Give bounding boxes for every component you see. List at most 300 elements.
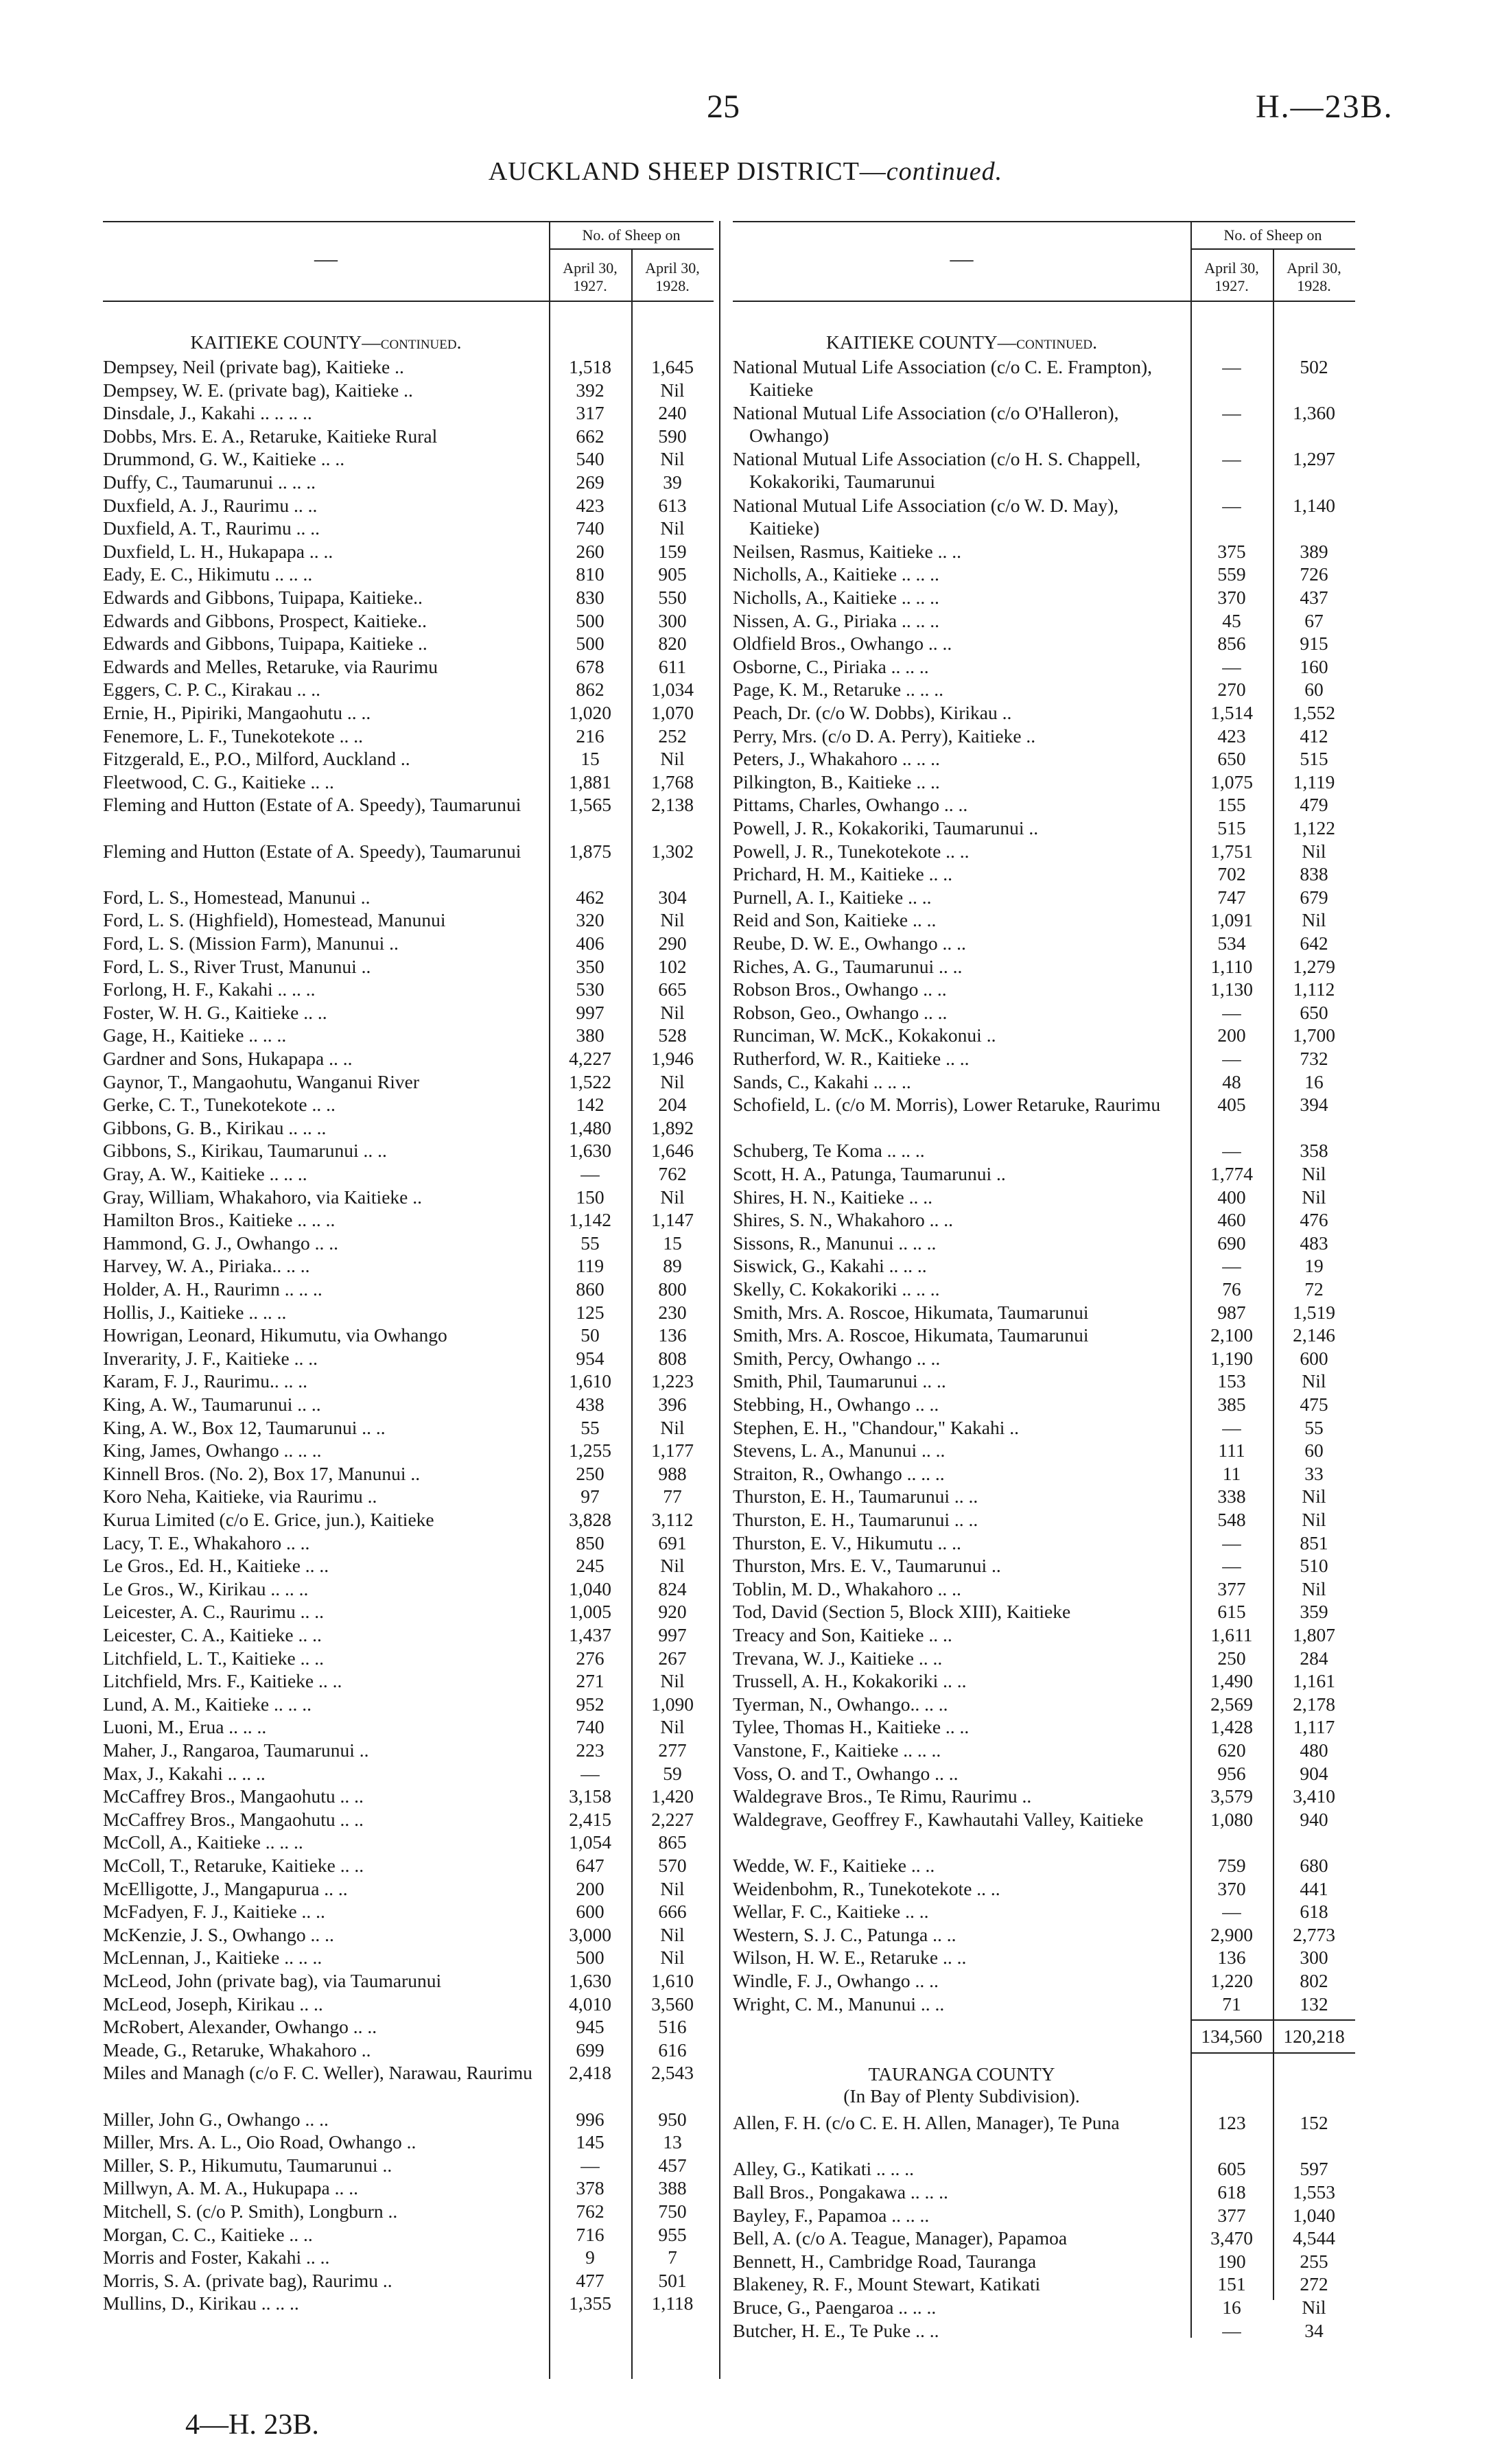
right-row xyxy=(733,1416,1186,1439)
tauranga-row-1928: 34 xyxy=(1304,2319,1324,2341)
right-row-1927: 1,220 xyxy=(1210,1970,1253,1991)
left-row xyxy=(103,2292,542,2314)
document-reference: H.—23B. xyxy=(1256,89,1394,125)
left-row-name: Miller, John G., Owhango .. .. xyxy=(103,2108,329,2130)
tauranga-row-1927: — xyxy=(1222,2319,1241,2341)
right-row-name: Waldegrave Bros., Te Rimu, Raurimu .. xyxy=(733,1785,1032,1807)
left-row xyxy=(103,747,542,770)
left-row-1927: 145 xyxy=(576,2131,604,2153)
left-row-1927: 1,255 xyxy=(569,1440,611,1462)
right-row-name: National Mutual Life Association (c/o H. S. Chappell, Kokakoriki, Taumarunui xyxy=(733,448,1141,493)
right-row-1928: 1,552 xyxy=(1293,702,1335,723)
left-row-name: McFadyen, F. J., Kaitieke .. .. xyxy=(103,1901,325,1923)
left-row xyxy=(103,517,542,539)
left-row-1928: 920 xyxy=(658,1601,687,1623)
right-row-name: Weidenbohm, R., Tunekotekote .. .. xyxy=(733,1877,1000,1899)
right-row-1928: 132 xyxy=(1300,1993,1328,2015)
left-row xyxy=(103,379,542,401)
left-row xyxy=(103,586,542,609)
tauranga-row xyxy=(733,2250,1186,2273)
right-row-1928: 3,410 xyxy=(1293,1785,1335,1807)
right-row-1928: 904 xyxy=(1300,1762,1328,1784)
left-row-name: Eady, E. C., Hikimutu .. .. .. xyxy=(103,563,313,585)
right-row-1928: 650 xyxy=(1300,1001,1328,1023)
right-row-1928: 67 xyxy=(1304,609,1324,631)
tauranga-row-1927: 190 xyxy=(1217,2250,1246,2272)
left-row-1927: — xyxy=(580,2154,600,2176)
left-row xyxy=(103,793,542,816)
right-row-1927: 370 xyxy=(1217,587,1246,608)
right-row-name: Riches, A. G., Taumarunui .. .. xyxy=(733,955,963,977)
right-row-1928: 16 xyxy=(1304,1070,1324,1092)
left-row-1927: 500 xyxy=(576,1947,604,1969)
right-row-name: Pittams, Charles, Owhango .. .. xyxy=(733,794,968,816)
left-row-name: Fleetwood, C. G., Kaitieke .. .. xyxy=(103,771,334,793)
left-row-1927: 15 xyxy=(580,748,600,770)
left-row-name: Ford, L. S., Homestead, Manunui .. xyxy=(103,886,371,908)
left-row-name: Dempsey, Neil (private bag), Kaitieke .. xyxy=(103,356,404,377)
left-row-name: Edwards and Gibbons, Tuipapa, Kaitieke.. xyxy=(103,587,423,608)
left-row-1928: 230 xyxy=(658,1301,687,1323)
right-row-1928: 300 xyxy=(1300,1947,1328,1969)
left-row-1927: 1,020 xyxy=(569,702,611,723)
right-row-1927: 111 xyxy=(1218,1440,1245,1462)
right-row xyxy=(733,1623,1186,1646)
right-row xyxy=(733,1647,1186,1669)
right-row xyxy=(733,1508,1186,1531)
page-title xyxy=(0,156,1491,187)
right-row xyxy=(733,678,1186,701)
left-row-1927: 1,518 xyxy=(569,356,611,377)
left-row-name: Lund, A. M., Kaitieke .. .. .. xyxy=(103,1693,312,1715)
right-row-1927: 615 xyxy=(1217,1601,1246,1623)
left-row-1927: 423 xyxy=(576,494,604,516)
left-row-name: Gray, A. W., Kaitieke .. .. .. xyxy=(103,1163,307,1184)
left-row-1928: Nil xyxy=(660,909,685,931)
left-row-1927: 699 xyxy=(576,2039,604,2061)
right-row-name: Runciman, W. McK., Kokakonui .. xyxy=(733,1024,996,1046)
left-row xyxy=(103,1762,542,1785)
left-row xyxy=(103,840,542,863)
right-row xyxy=(733,886,1186,908)
right-row-name: Neilsen, Rasmus, Kaitieke .. .. xyxy=(733,540,961,562)
right-row-1927: 11 xyxy=(1222,1462,1241,1484)
left-row-1927: 500 xyxy=(576,633,604,655)
right-row xyxy=(733,747,1186,770)
right-row-1928: 732 xyxy=(1300,1048,1328,1069)
right-row xyxy=(733,817,1186,839)
right-row xyxy=(733,1162,1186,1185)
right-row-1928: 642 xyxy=(1300,932,1328,954)
left-row-1928: 570 xyxy=(658,1855,687,1876)
left-row-1927: 1,142 xyxy=(569,1209,611,1231)
right-row-name: Stebbing, H., Owhango .. .. xyxy=(733,1394,939,1415)
left-row-1928: 501 xyxy=(658,2269,687,2291)
right-header-top-rule xyxy=(733,221,1355,222)
right-row xyxy=(733,609,1186,632)
right-row-name: Western, S. J. C., Patunga .. .. xyxy=(733,1923,956,1945)
left-header-1928: April 30, 1928. xyxy=(645,259,700,294)
left-header-dash: — xyxy=(314,246,338,272)
tauranga-row-1928: 1,553 xyxy=(1293,2181,1335,2203)
left-row xyxy=(103,401,542,424)
left-row xyxy=(103,1439,542,1462)
left-row-1927: 2,418 xyxy=(569,2062,611,2084)
total-1928: 120,218 xyxy=(1283,2026,1345,2048)
right-row xyxy=(733,1715,1186,1738)
tauranga-row-name: Ball Bros., Pongakawa .. .. .. xyxy=(733,2181,948,2203)
left-row xyxy=(103,725,542,747)
right-row-name: Straiton, R., Owhango .. .. .. xyxy=(733,1462,945,1484)
right-row-1927: 2,100 xyxy=(1210,1324,1253,1346)
totals-bottom-rule xyxy=(1190,2052,1355,2054)
right-row xyxy=(733,1854,1186,1877)
left-row xyxy=(103,1946,542,1969)
right-row xyxy=(733,1993,1186,2015)
left-row xyxy=(103,1923,542,1946)
right-row xyxy=(733,1278,1186,1300)
right-row-1928: 60 xyxy=(1304,1440,1324,1462)
right-row-1928: 838 xyxy=(1300,863,1328,885)
right-row-name: Windle, F. J., Owhango .. .. xyxy=(733,1970,939,1991)
left-row xyxy=(103,2269,542,2292)
right-row-1927: 2,900 xyxy=(1210,1923,1253,1945)
right-row xyxy=(733,1208,1186,1231)
right-row-name: Toblin, M. D., Whakahoro .. .. xyxy=(733,1577,961,1599)
right-row xyxy=(733,1232,1186,1254)
left-row-1928: 1,118 xyxy=(651,2292,694,2314)
left-row-1928: Nil xyxy=(660,1001,685,1023)
left-row-1927: 945 xyxy=(576,2016,604,2038)
right-row-1928: 915 xyxy=(1300,633,1328,655)
left-row-1928: Nil xyxy=(660,379,685,401)
left-row-1927: 125 xyxy=(576,1301,604,1323)
left-row-1927: 1,881 xyxy=(569,771,611,793)
left-row-name: Drummond, G. W., Kaitieke .. .. xyxy=(103,448,345,470)
left-row xyxy=(103,1831,542,1853)
tauranga-row-name: Bruce, G., Paengaroa .. .. .. xyxy=(733,2297,937,2318)
right-row xyxy=(733,655,1186,678)
right-row-name: Pilkington, B., Kaitieke .. .. xyxy=(733,771,940,793)
left-row-1928: 136 xyxy=(658,1324,687,1346)
right-row-1927: 423 xyxy=(1217,725,1246,747)
right-row-1927: — xyxy=(1222,1555,1241,1577)
left-row-1927: 600 xyxy=(576,1901,604,1923)
right-row-name: Stephen, E. H., "Chandour," Kakahi .. xyxy=(733,1416,1019,1438)
left-row xyxy=(103,2131,542,2153)
tauranga-row-name: Blakeney, R. F., Mount Stewart, Katikati xyxy=(733,2273,1041,2295)
right-row-1927: 747 xyxy=(1217,886,1246,908)
tauranga-row xyxy=(733,2204,1186,2227)
left-row-1927: 216 xyxy=(576,725,604,747)
right-row xyxy=(733,1186,1186,1208)
left-row-1927: 320 xyxy=(576,909,604,931)
left-row xyxy=(103,540,542,563)
left-row-name: Morris, S. A. (private bag), Raurimu .. xyxy=(103,2269,392,2291)
left-row xyxy=(103,908,542,931)
tauranga-row-1927: 3,470 xyxy=(1210,2227,1253,2249)
left-row-name: Litchfield, Mrs. F., Kaitieke .. .. xyxy=(103,1670,342,1692)
left-row xyxy=(103,1139,542,1162)
right-row-1928: 679 xyxy=(1300,886,1328,908)
left-row-name: Gibbons, S., Kirikau, Taumarunui .. .. xyxy=(103,1140,387,1162)
left-row-1927: 954 xyxy=(576,1347,604,1369)
tauranga-row xyxy=(733,2296,1186,2319)
right-row xyxy=(733,1785,1186,1807)
left-row-1927: 55 xyxy=(580,1416,600,1438)
left-row xyxy=(103,1808,542,1831)
right-row-1928: 1,279 xyxy=(1293,955,1335,977)
right-row-1927: 548 xyxy=(1217,1509,1246,1530)
left-row-name: McColl, A., Kaitieke .. .. .. xyxy=(103,1831,303,1853)
right-row-1927: 1,774 xyxy=(1210,1163,1253,1184)
left-row-1927: 716 xyxy=(576,2223,604,2245)
right-header-1927: April 30, 1927. xyxy=(1204,259,1259,294)
left-row-1928: 1,946 xyxy=(651,1048,694,1069)
left-row-1928: 39 xyxy=(663,471,682,493)
left-row xyxy=(103,1462,542,1485)
left-row-1927: 380 xyxy=(576,1024,604,1046)
left-row-1928: Nil xyxy=(660,1670,685,1692)
right-row xyxy=(733,1301,1186,1324)
right-row-name: Robson, Geo., Owhango .. .. xyxy=(733,1001,948,1023)
left-row-name: Le Gros., Ed. H., Kaitieke .. .. xyxy=(103,1555,329,1577)
tauranga-row-1927: 16 xyxy=(1222,2297,1241,2318)
right-row xyxy=(733,1001,1186,1024)
left-row-name: Duxfield, A. T., Raurimu .. .. xyxy=(103,517,320,539)
left-row-1928: Nil xyxy=(660,748,685,770)
right-row xyxy=(733,863,1186,885)
left-row xyxy=(103,1669,542,1692)
left-row-1928: 550 xyxy=(658,587,687,608)
left-row xyxy=(103,1554,542,1577)
right-row-name: Robson Bros., Owhango .. .. xyxy=(733,978,947,1000)
left-row-1927: 317 xyxy=(576,402,604,424)
left-row-1928: 1,610 xyxy=(651,1970,694,1991)
left-row xyxy=(103,1647,542,1669)
right-row-1927: — xyxy=(1222,1255,1241,1277)
left-row-name: Kurua Limited (c/o E. Grice, jun.), Kaitieke xyxy=(103,1509,434,1530)
left-row-1928: 7 xyxy=(668,2246,677,2268)
page-number: 25 xyxy=(707,89,740,125)
left-row-1928: 750 xyxy=(658,2201,687,2222)
left-row-1927: 200 xyxy=(576,1877,604,1899)
left-row xyxy=(103,1301,542,1324)
left-row-name: Hamilton Bros., Kaitieke .. .. .. xyxy=(103,1209,336,1231)
right-row-name: Tylee, Thomas H., Kaitieke .. .. xyxy=(733,1716,970,1738)
right-row xyxy=(733,1532,1186,1554)
left-row xyxy=(103,886,542,908)
left-row-1928: 1,892 xyxy=(651,1116,694,1138)
left-row-1927: 1,005 xyxy=(569,1601,611,1623)
left-row-1927: 678 xyxy=(576,655,604,677)
left-row-name: Forlong, H. F., Kakahi .. .. .. xyxy=(103,978,316,1000)
left-row-name: Gibbons, G. B., Kirikau .. .. .. xyxy=(103,1116,327,1138)
left-row xyxy=(103,1600,542,1623)
left-row-name: Koro Neha, Kaitieke, via Raurimu .. xyxy=(103,1486,377,1507)
left-row-name: Gerke, C. T., Tunekotekote .. .. xyxy=(103,1094,336,1116)
right-row-1927: 1,514 xyxy=(1210,702,1253,723)
right-row-1927: 377 xyxy=(1217,1577,1246,1599)
left-row-1928: 290 xyxy=(658,932,687,954)
right-row-1928: 33 xyxy=(1304,1462,1324,1484)
left-row-1927: 438 xyxy=(576,1394,604,1415)
left-row-1927: 150 xyxy=(576,1186,604,1208)
left-row-name: Holder, A. H., Raurimn .. .. .. xyxy=(103,1278,322,1300)
right-row xyxy=(733,701,1186,724)
left-row-name: McElligotte, J., Mangapurua .. .. xyxy=(103,1877,348,1899)
left-row-1928: Nil xyxy=(660,1416,685,1438)
right-row-name: Wright, C. M., Manunui .. .. xyxy=(733,1993,945,2015)
right-row-1927: 515 xyxy=(1217,817,1246,838)
tauranga-row xyxy=(733,2181,1186,2203)
left-row-name: Ford, L. S., River Trust, Manunui .. xyxy=(103,955,371,977)
left-row xyxy=(103,1485,542,1507)
right-row xyxy=(733,355,1186,401)
right-row-name: Stevens, L. A., Manunui .. .. xyxy=(733,1440,946,1462)
left-header-1927: April 30, 1927. xyxy=(563,259,618,294)
right-row xyxy=(733,1923,1186,1946)
left-row-name: Dinsdale, J., Kakahi .. .. .. .. xyxy=(103,402,312,424)
left-row-1927: 3,828 xyxy=(569,1509,611,1530)
right-row-name: Trussell, A. H., Kokakoriki .. .. xyxy=(733,1670,967,1692)
left-row-name: Le Gros., W., Kirikau .. .. .. xyxy=(103,1577,309,1599)
left-row-1928: 396 xyxy=(658,1394,687,1415)
center-divider-rule xyxy=(719,221,720,2379)
right-row-1928: 441 xyxy=(1300,1877,1328,1899)
left-row-1927: 810 xyxy=(576,563,604,585)
left-row-name: Lacy, T. E., Whakahoro .. .. xyxy=(103,1532,310,1553)
left-row-1927: 740 xyxy=(576,1716,604,1738)
left-row-1927: 245 xyxy=(576,1555,604,1577)
left-row-1928: 950 xyxy=(658,2108,687,2130)
left-row xyxy=(103,1693,542,1715)
right-row-1927: 45 xyxy=(1222,609,1241,631)
right-row xyxy=(733,1739,1186,1761)
left-row-1928: Nil xyxy=(660,1923,685,1945)
left-row-1927: 350 xyxy=(576,955,604,977)
left-row xyxy=(103,2200,542,2222)
right-row-1927: 136 xyxy=(1217,1947,1246,1969)
left-header-group: No. of Sheep on xyxy=(582,226,681,244)
right-row-1928: 1,122 xyxy=(1293,817,1335,838)
right-row-1928: 475 xyxy=(1300,1394,1328,1415)
right-row xyxy=(733,1347,1186,1370)
tauranga-row-name: Bayley, F., Papamoa .. .. .. xyxy=(733,2204,930,2226)
left-row-name: Fenemore, L. F., Tunekotekote .. .. xyxy=(103,725,363,747)
right-row-1927: — xyxy=(1222,494,1241,516)
left-row-1928: 1,070 xyxy=(651,702,694,723)
left-row-name: Howrigan, Leonard, Hikumutu, via Owhango xyxy=(103,1324,447,1346)
right-row-1928: 19 xyxy=(1304,1255,1324,1277)
right-row-1928: 437 xyxy=(1300,587,1328,608)
left-row xyxy=(103,2039,542,2061)
right-row-name: Vanstone, F., Kaitieke .. .. .. xyxy=(733,1739,941,1761)
left-row-1928: Nil xyxy=(660,1877,685,1899)
left-row-1928: Nil xyxy=(660,1186,685,1208)
right-row-name: Thurston, Mrs. E. V., Taumarunui .. xyxy=(733,1555,1001,1577)
left-row xyxy=(103,1416,542,1439)
left-row-1927: 1,630 xyxy=(569,1970,611,1991)
left-row-1927: 50 xyxy=(580,1324,600,1346)
right-row xyxy=(733,1047,1186,1070)
left-row xyxy=(103,2176,542,2199)
right-row-1927: 690 xyxy=(1217,1232,1246,1254)
left-row xyxy=(103,1785,542,1807)
left-row-name: Hammond, G. J., Owhango .. .. xyxy=(103,1232,338,1254)
left-row-1928: 1,645 xyxy=(651,356,694,377)
left-row-name: Mitchell, S. (c/o P. Smith), Longburn .. xyxy=(103,2201,398,2222)
tauranga-row-1927: 123 xyxy=(1217,2112,1246,2134)
left-row-name: Edwards and Melles, Retaruke, via Raurimu xyxy=(103,655,438,677)
right-row-name: Thurston, E. V., Hikumutu .. .. xyxy=(733,1532,961,1553)
left-row-1928: 267 xyxy=(658,1647,687,1669)
right-row-1928: 940 xyxy=(1300,1808,1328,1830)
left-row-1928: 59 xyxy=(663,1762,682,1784)
right-row-1928: 483 xyxy=(1300,1232,1328,1254)
left-row xyxy=(103,2154,542,2176)
right-row-name: Reid and Son, Kaitieke .. .. xyxy=(733,909,937,931)
left-row-1927: 97 xyxy=(580,1486,600,1507)
right-row-name: Sands, C., Kakahi .. .. .. xyxy=(733,1070,911,1092)
right-row-1928: Nil xyxy=(1302,1186,1326,1208)
left-row-name: Duffy, C., Taumarunui .. .. .. xyxy=(103,471,316,493)
left-row xyxy=(103,494,542,517)
left-row-name: McKenzie, J. S., Owhango .. .. xyxy=(103,1923,334,1945)
right-row-1928: 1,700 xyxy=(1293,1024,1335,1046)
right-row-1928: 502 xyxy=(1300,356,1328,377)
tauranga-row-name: Allen, F. H. (c/o C. E. H. Allen, Manager), Te Puna xyxy=(733,2112,1120,2134)
right-row-1928: 1,519 xyxy=(1293,1301,1335,1323)
left-row xyxy=(103,1001,542,1024)
right-row xyxy=(733,1669,1186,1692)
left-row xyxy=(103,563,542,585)
left-row xyxy=(103,1900,542,1923)
left-row xyxy=(103,471,542,493)
left-row xyxy=(103,632,542,655)
left-row-1927: 406 xyxy=(576,932,604,954)
left-row-name: Mullins, D., Kirikau .. .. .. xyxy=(103,2292,299,2314)
tauranga-row-name: Butcher, H. E., Te Puke .. .. xyxy=(733,2319,939,2341)
tauranga-row-name: Bennett, H., Cambridge Road, Tauranga xyxy=(733,2250,1037,2272)
left-row-1927: 4,227 xyxy=(569,1048,611,1069)
left-row-name: King, A. W., Box 12, Taumarunui .. .. xyxy=(103,1416,386,1438)
left-row-name: Meade, G., Retaruke, Whakahoro .. xyxy=(103,2039,371,2061)
right-row xyxy=(733,1900,1186,1923)
left-row-1928: 997 xyxy=(658,1624,687,1645)
left-row-1928: 13 xyxy=(663,2131,682,2153)
left-row xyxy=(103,1393,542,1416)
right-row-name: Page, K. M., Retaruke .. .. .. xyxy=(733,679,944,701)
left-row-1928: 3,112 xyxy=(651,1509,694,1530)
left-row xyxy=(103,1254,542,1277)
left-row-name: Morgan, C. C., Kaitieke .. .. xyxy=(103,2223,313,2245)
left-row-1927: 1,522 xyxy=(569,1070,611,1092)
left-row xyxy=(103,2246,542,2268)
left-row-1927: 4,010 xyxy=(569,1993,611,2015)
right-row-1927: 559 xyxy=(1217,563,1246,585)
right-row-name: Siswick, G., Kakahi .. .. .. xyxy=(733,1255,927,1277)
left-row-name: Edwards and Gibbons, Prospect, Kaitieke.. xyxy=(103,609,427,631)
left-row-name: Duxfield, A. J., Raurimu .. .. xyxy=(103,494,318,516)
right-row-name: Skelly, C. Kokakoriki .. .. .. xyxy=(733,1278,940,1300)
left-row xyxy=(103,609,542,632)
left-row-1928: Nil xyxy=(660,1716,685,1738)
right-row xyxy=(733,586,1186,609)
right-row-1927: — xyxy=(1222,1001,1241,1023)
left-row xyxy=(103,2061,542,2084)
right-row-1927: 71 xyxy=(1222,1993,1241,2015)
